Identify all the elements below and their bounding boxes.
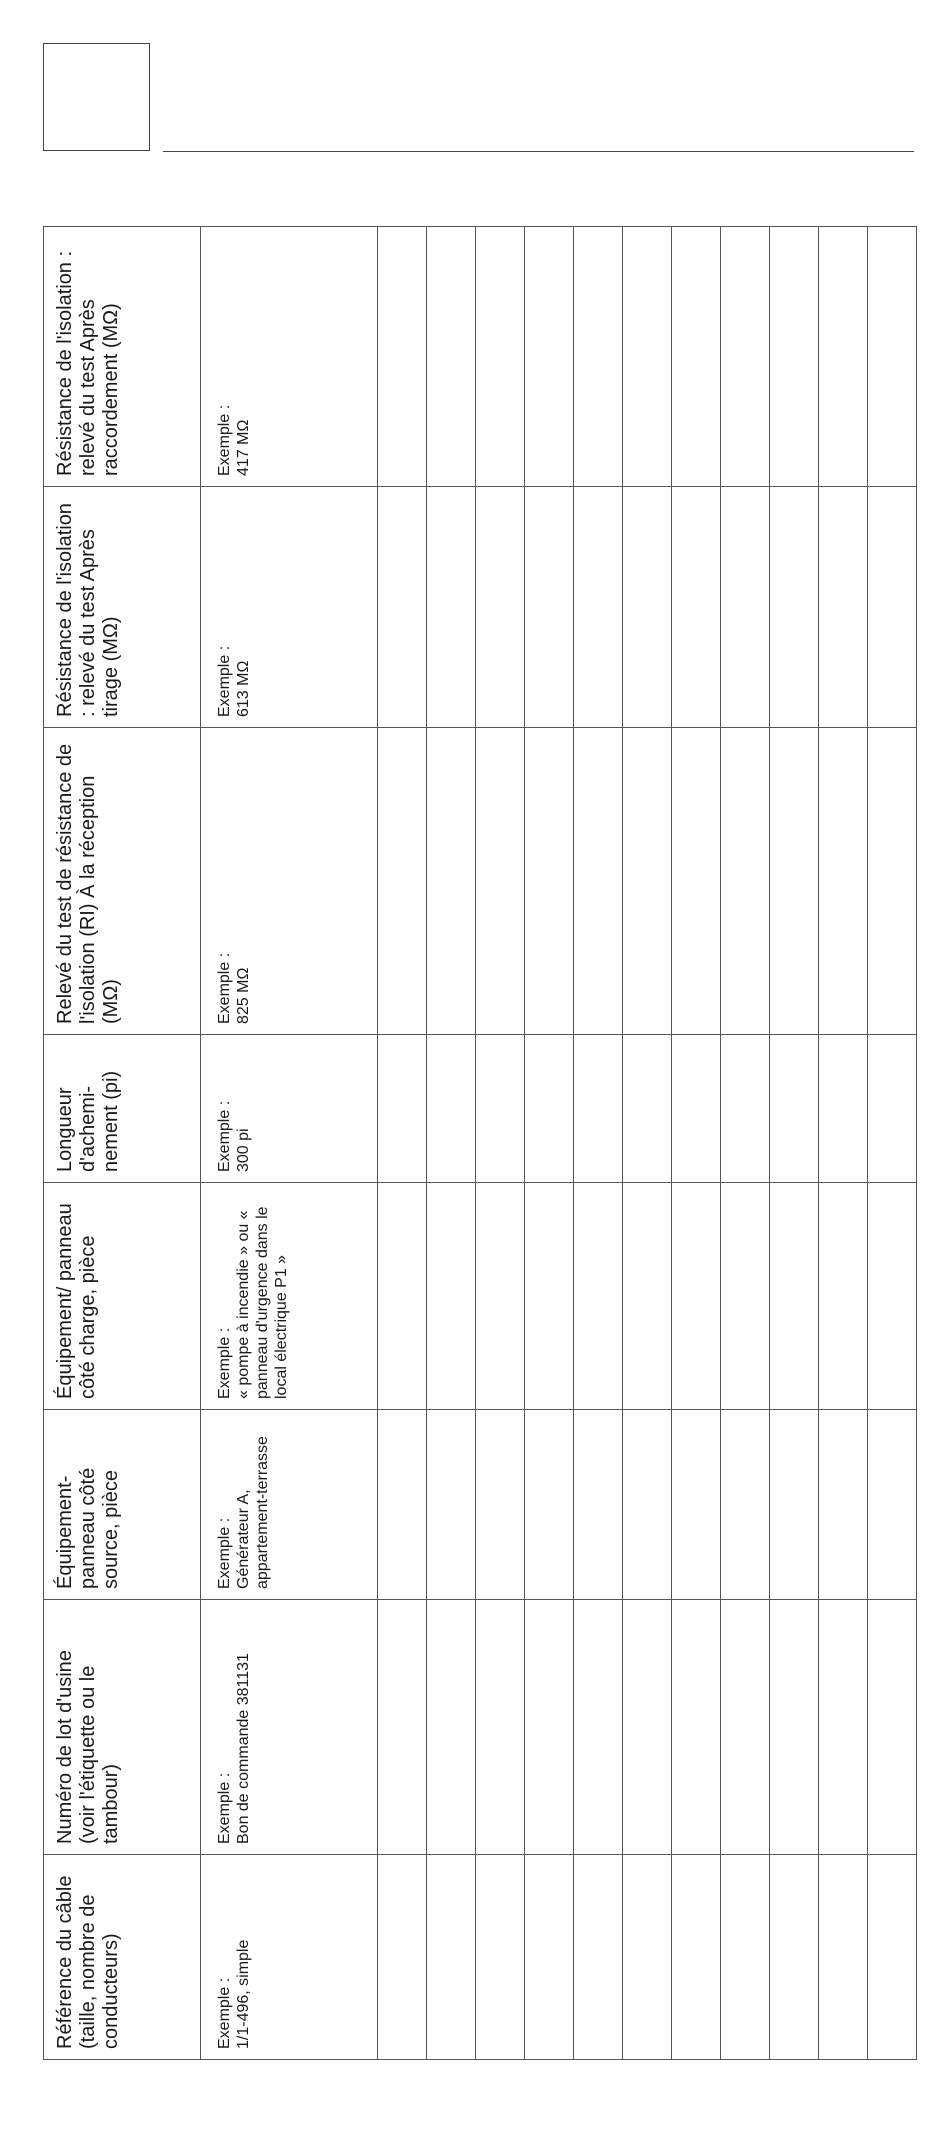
blank-cell[interactable] — [819, 487, 868, 728]
blank-cell[interactable] — [721, 1410, 770, 1600]
col-header-ir-reception: Relevé du test de résistance de l'isolation (RI) À la réception (MΩ) — [44, 728, 201, 1035]
blank-cell[interactable] — [476, 227, 525, 487]
blank-cell[interactable] — [819, 1183, 868, 1410]
blank-cell[interactable] — [525, 1855, 574, 2060]
blank-cell[interactable] — [623, 227, 672, 487]
blank-cell[interactable] — [623, 1410, 672, 1600]
blank-cell[interactable] — [574, 487, 623, 728]
blank-cell[interactable] — [868, 1183, 917, 1410]
blank-cell[interactable] — [378, 728, 427, 1035]
blank-cell[interactable] — [721, 1183, 770, 1410]
blank-cell[interactable] — [819, 227, 868, 487]
blank-cell[interactable] — [721, 487, 770, 728]
blank-cell[interactable] — [819, 728, 868, 1035]
col-header-length: Longueur d'achemi-nement (pi) — [44, 1035, 201, 1183]
blank-cell[interactable] — [672, 728, 721, 1035]
example-cell[interactable]: Exemple : 825 MΩ — [201, 728, 378, 1035]
blank-cell[interactable] — [868, 227, 917, 487]
col-header-lot-number: Numéro de lot d'usine (voir l'étiquette ou le tambour) — [44, 1600, 201, 1855]
blank-cell[interactable] — [476, 487, 525, 728]
blank-cell[interactable] — [721, 227, 770, 487]
blank-cell[interactable] — [378, 227, 427, 487]
blank-row — [770, 227, 819, 2060]
cable-test-log-table — [43, 226, 917, 2060]
blank-cell[interactable] — [476, 728, 525, 1035]
blank-cell[interactable] — [574, 1855, 623, 2060]
example-cell[interactable]: Exemple : 613 MΩ — [201, 487, 378, 728]
col-header-cable-reference: Référence du câble (taille, nombre de conducteurs) — [44, 1855, 201, 2060]
blank-cell[interactable] — [427, 1410, 476, 1600]
blank-cell[interactable] — [672, 1183, 721, 1410]
example-cell[interactable]: Exemple : 1/1-496, simple — [201, 1855, 378, 2060]
blank-cell[interactable] — [525, 728, 574, 1035]
blank-row — [525, 227, 574, 2060]
col-header-load-equipment: Équipement/ panneau côté charge, pièce — [44, 1183, 201, 1410]
blank-cell[interactable] — [476, 1183, 525, 1410]
blank-cell[interactable] — [868, 487, 917, 728]
rotated-table-wrapper — [43, 227, 914, 2060]
col-header-ir-after-pull: Résistance de l'isolation : relevé du test Après tirage (MΩ) — [44, 487, 201, 728]
blank-row — [721, 227, 770, 2060]
blank-cell[interactable] — [672, 1600, 721, 1855]
blank-cell[interactable] — [378, 1855, 427, 2060]
blank-cell[interactable] — [770, 1410, 819, 1600]
blank-cell[interactable] — [378, 487, 427, 728]
blank-cell[interactable] — [770, 487, 819, 728]
blank-cell[interactable] — [378, 1410, 427, 1600]
blank-cell[interactable] — [770, 728, 819, 1035]
blank-cell[interactable] — [770, 1855, 819, 2060]
header-rule — [163, 151, 914, 152]
blank-cell[interactable] — [819, 1410, 868, 1600]
blank-cell[interactable] — [672, 1035, 721, 1183]
blank-cell[interactable] — [721, 1035, 770, 1183]
blank-cell[interactable] — [868, 1035, 917, 1183]
blank-cell[interactable] — [770, 1035, 819, 1183]
blank-cell[interactable] — [427, 1035, 476, 1183]
blank-cell[interactable] — [672, 487, 721, 728]
blank-cell[interactable] — [427, 1600, 476, 1855]
blank-cell[interactable] — [672, 227, 721, 487]
blank-cell[interactable] — [770, 1183, 819, 1410]
blank-cell[interactable] — [819, 1855, 868, 2060]
blank-row — [378, 227, 427, 2060]
blank-row — [476, 227, 525, 2060]
blank-cell[interactable] — [476, 1855, 525, 2060]
blank-cell[interactable] — [525, 1035, 574, 1183]
blank-row — [574, 227, 623, 2060]
blank-cell[interactable] — [868, 1855, 917, 2060]
blank-cell[interactable] — [574, 1410, 623, 1600]
blank-cell[interactable] — [476, 1600, 525, 1855]
blank-cell[interactable] — [378, 1183, 427, 1410]
blank-cell[interactable] — [868, 728, 917, 1035]
blank-cell[interactable] — [623, 487, 672, 728]
blank-cell[interactable] — [672, 1410, 721, 1600]
blank-cell[interactable] — [427, 1183, 476, 1410]
blank-cell[interactable] — [868, 1600, 917, 1855]
blank-cell[interactable] — [623, 1600, 672, 1855]
blank-row — [819, 227, 868, 2060]
blank-cell[interactable] — [721, 728, 770, 1035]
blank-cell[interactable] — [819, 1600, 868, 1855]
blank-cell[interactable] — [623, 1183, 672, 1410]
blank-cell[interactable] — [378, 1600, 427, 1855]
header-row — [44, 227, 201, 2060]
blank-cell[interactable] — [378, 1035, 427, 1183]
blank-cell[interactable] — [574, 1183, 623, 1410]
blank-cell[interactable] — [525, 1410, 574, 1600]
blank-cell[interactable] — [868, 1410, 917, 1600]
blank-cell[interactable] — [721, 1855, 770, 2060]
blank-row — [427, 227, 476, 2060]
example-cell[interactable]: Exemple : Bon de commande 381131 — [201, 1600, 378, 1855]
blank-cell[interactable] — [476, 1410, 525, 1600]
blank-cell[interactable] — [819, 1035, 868, 1183]
blank-cell[interactable] — [525, 227, 574, 487]
blank-cell[interactable] — [672, 1855, 721, 2060]
example-cell[interactable]: Exemple : 417 MΩ — [201, 227, 378, 487]
blank-cell[interactable] — [427, 227, 476, 487]
blank-cell[interactable] — [574, 1600, 623, 1855]
blank-row — [672, 227, 721, 2060]
blank-cell[interactable] — [574, 1035, 623, 1183]
blank-row — [868, 227, 917, 2060]
blank-row — [623, 227, 672, 2060]
blank-cell[interactable] — [574, 227, 623, 487]
blank-cell[interactable] — [427, 1855, 476, 2060]
blank-cell[interactable] — [525, 1183, 574, 1410]
col-header-ir-after-termination: Résistance de l'isolation : relevé du test Après raccordement (MΩ) — [44, 227, 201, 487]
blank-cell[interactable] — [623, 1035, 672, 1183]
blank-cell[interactable] — [770, 1600, 819, 1855]
blank-cell[interactable] — [525, 1600, 574, 1855]
blank-cell[interactable] — [525, 487, 574, 728]
blank-cell[interactable] — [427, 487, 476, 728]
blank-cell[interactable] — [623, 728, 672, 1035]
blank-cell[interactable] — [427, 728, 476, 1035]
example-cell[interactable]: Exemple : 300 pi — [201, 1035, 378, 1183]
blank-cell[interactable] — [721, 1600, 770, 1855]
corner-box — [43, 43, 150, 151]
blank-cell[interactable] — [623, 1855, 672, 2060]
blank-cell[interactable] — [770, 227, 819, 487]
col-header-source-equipment: Équipement-panneau côté source, pièce — [44, 1410, 201, 1600]
blank-cell[interactable] — [574, 728, 623, 1035]
blank-cell[interactable] — [476, 1035, 525, 1183]
example-cell[interactable]: Exemple : Générateur A, appartement-terrasse — [201, 1410, 378, 1600]
example-cell[interactable]: Exemple : « pompe à incendie » ou « panneau d'urgence dans le local électrique P1 » — [201, 1183, 378, 1410]
example-row — [201, 227, 378, 2060]
